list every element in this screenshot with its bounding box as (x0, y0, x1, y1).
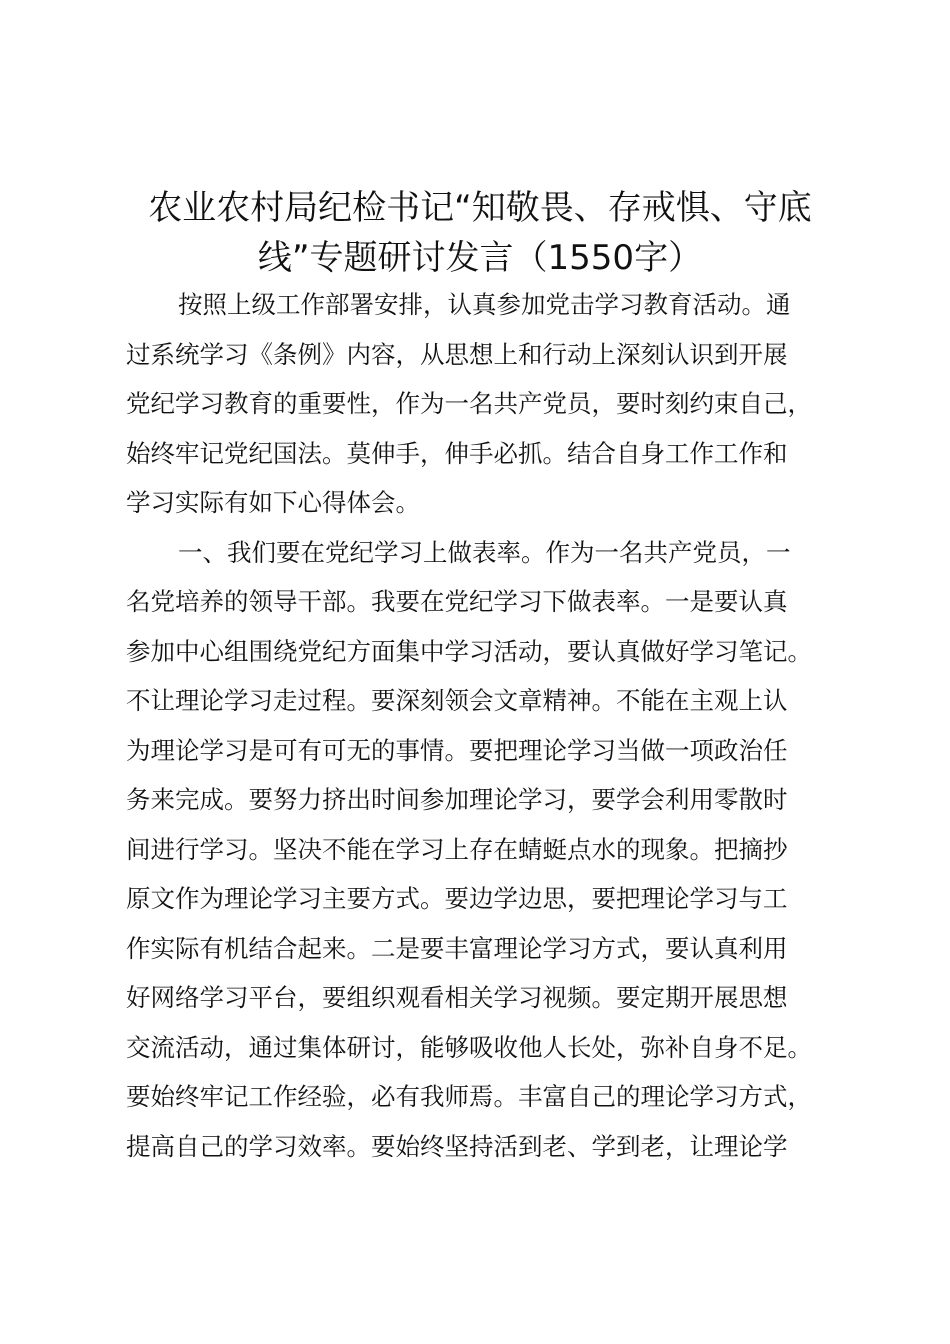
paragraph-2-line-10: 好网络学习平台，要组织观看相关学习视频。要定期开展思想 (126, 983, 788, 1012)
paragraph-2-line-11: 交流活动，通过集体研讨，能够吸收他人长处，弥补自身不足。 (126, 1032, 812, 1062)
paragraph-2-line-13: 提高自己的学习效率。要始终坚持活到老、学到老，让理论学 (126, 1131, 788, 1161)
paragraph-2-line-8: 原文作为理论学习主要方式。要边学边思，要把理论学习与工 (126, 884, 788, 913)
paragraph-2-line-7: 间进行学习。坚决不能在学习上存在蜻蜓点水的现象。把摘抄 (126, 834, 788, 864)
paragraph-1-line-4: 始终牢记党纪国法。莫伸手，伸手必抓。结合自身工作工作和 (126, 438, 788, 468)
title-line-1: 农业农村局纪检书记“知敬畏、存戒惧、守底 (148, 188, 812, 228)
paragraph-1-line-5: 学习实际有如下心得体会。 (126, 488, 420, 517)
paragraph-2-line-6: 务来完成。要努力挤出时间参加理论学习，要学会利用零散时 (126, 785, 788, 814)
paragraph-1-line-2: 过系统学习《条例》内容，从思想上和行动上深刻认识到开展 (126, 339, 788, 369)
paragraph-2-line-2: 名党培养的领导干部。我要在党纪学习下做表率。一是要认真 (126, 587, 788, 616)
paragraph-2-line-12: 要始终牢记工作经验，必有我师焉。丰富自己的理论学习方式， (126, 1082, 812, 1111)
title-line-2: 线”专题研讨发言（1550字） (257, 238, 703, 278)
paragraph-1-line-3: 党纪学习教育的重要性，作为一名共产党员，要时刻约束自己， (126, 389, 812, 418)
document-body (126, 280, 861, 1171)
paragraph-2-line-1: 一、我们要在党纪学习上做表率。作为一名共产党员，一 (178, 537, 791, 567)
paragraph-2-line-4: 不让理论学习走过程。要深刻领会文章精神。不能在主观上认 (126, 686, 788, 715)
paragraph-1-line-1: 按照上级工作部署安排，认真参加党击学习教育活动。通 (178, 290, 791, 319)
document-title (110, 183, 850, 283)
paragraph-2-line-3: 参加中心组围绕党纪方面集中学习活动，要认真做好学习笔记。 (126, 636, 812, 666)
paragraph-2-line-9: 作实际有机结合起来。二是要丰富理论学习方式，要认真利用 (126, 933, 788, 963)
paragraph-2-line-5: 为理论学习是可有可无的事情。要把理论学习当做一项政治任 (126, 735, 788, 765)
